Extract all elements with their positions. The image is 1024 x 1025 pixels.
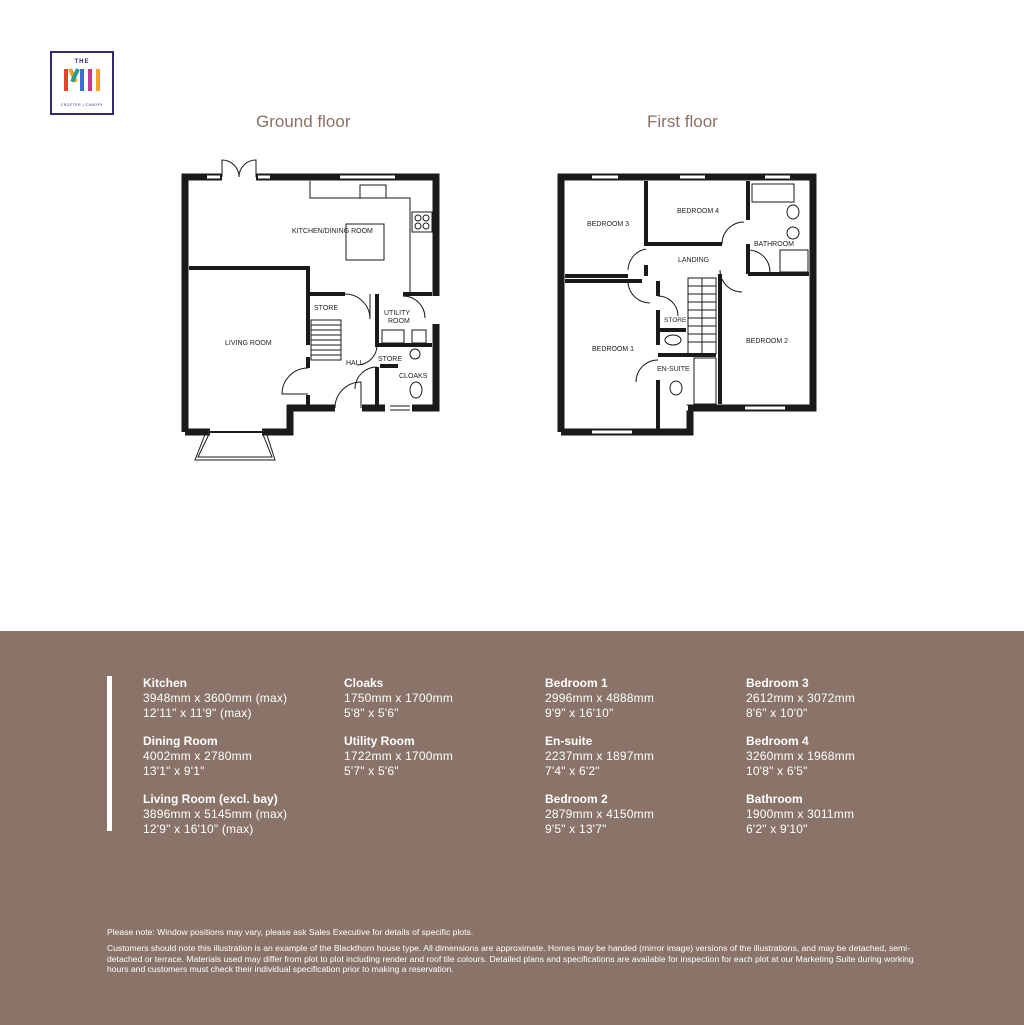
room-imperial: 13'1" x 9'1" [143,764,205,778]
room-name: Living Room (excl. bay) [143,792,278,806]
room-metric: 1722mm x 1700mm [344,749,454,763]
dimension-bedroom-3 [746,676,936,721]
room-metric: 1750mm x 1700mm [344,691,454,705]
room-name: Bedroom 1 [545,676,608,690]
dimension-bedroom-4 [746,734,936,779]
hall-label: HALL [346,360,364,367]
room-name: Kitchen [143,676,188,690]
room-imperial: 8'6" x 10'0" [746,706,808,720]
dimension-bathroom [746,792,936,837]
utility-label-line2: ROOM [388,318,410,325]
dimension-dining-room [143,734,333,779]
dimension-living-room [143,792,333,837]
room-imperial: 5'8" x 5'6" [344,706,399,720]
room-name: Cloaks [344,676,384,690]
room-imperial: 9'5" x 13'7" [545,822,607,836]
bedroom2-label: BEDROOM 2 [746,338,789,345]
ground-floor-title: Ground floor [256,112,351,131]
room-imperial: 7'4" x 6'2" [545,764,600,778]
room-name: En-suite [545,734,593,748]
room-metric: 2879mm x 4150mm [545,807,655,821]
room-imperial: 6'2" x 9'10" [746,822,808,836]
room-dimensions-panel [0,631,1024,1025]
ensuite-label: EN-SUITE [657,366,690,373]
kitchen-dining-label: KITCHEN/DINING ROOM [292,228,373,235]
first-store-label: STORE [664,317,687,324]
dimension-bedroom-2 [545,792,735,837]
room-metric: 3948mm x 3600mm (max) [143,691,288,705]
dimension-en-suite [545,734,735,779]
room-metric: 2996mm x 4888mm [545,691,655,705]
logo-top-text: THE [74,59,90,65]
bedroom1-label: BEDROOM 1 [592,346,635,353]
room-metric: 2237mm x 1897mm [545,749,655,763]
room-metric: 2612mm x 3072mm [746,691,856,705]
room-imperial: 12'11" x 11'9" (max) [143,706,252,720]
landing-label: LANDING [678,257,710,264]
room-name: Utility Room [344,734,415,748]
room-metric: 4002mm x 2780mm [143,749,253,763]
room-name: Bedroom 2 [545,792,608,806]
room-imperial: 12'9" x 16'10" (max) [143,822,254,836]
disclaimer-note: Customers should note this illustration is an example of the Blackthorn house type. All dimensions are approximate. Homes may be handed (mirror image) versions of the illustrations, and may be detached, semi-detached or terrace. Materials used may differ from plot to plot including render and roof tile colours. Detailed plans and specifications are available for inspection for each plot at our Marketing Suite during working hours and customers must check their individual specification prior to making a reservation. [107,943,914,974]
ground-floor-plan [185,160,436,460]
bathroom-label: BATHROOM [754,241,794,248]
room-metric: 3260mm x 1968mm [746,749,856,763]
dimension-kitchen [143,676,333,721]
dimension-cloaks [344,676,534,721]
panel-accent-bar [107,676,112,831]
room-name: Bathroom [746,792,803,806]
dimension-utility-room [344,734,534,779]
room-name: Bedroom 3 [746,676,809,690]
window-note: Please note: Window positions may vary, please ask Sales Executive for details of specific plots. [107,927,474,937]
ground-store-label: STORE [314,305,338,312]
first-floor-title: First floor [647,112,718,131]
room-imperial: 9'9" x 16'10" [545,706,614,720]
bedroom4-label: BEDROOM 4 [677,208,720,215]
room-metric: 1900mm x 3011mm [746,807,855,821]
room-metric: 3896mm x 5145mm (max) [143,807,288,821]
room-name: Dining Room [143,734,218,748]
first-floor-plan [561,175,813,434]
logo-tagline: CROFTER | CANOPY [60,103,104,107]
bedroom3-label: BEDROOM 3 [587,221,630,228]
dimension-bedroom-1 [545,676,735,721]
cloaks-label: CLOAKS [399,373,428,380]
store2-label: STORE [378,356,402,363]
room-imperial: 10'8" x 6'5" [746,764,808,778]
living-room-label: LIVING ROOM [225,340,272,347]
room-name: Bedroom 4 [746,734,809,748]
room-imperial: 5'7" x 5'6" [344,764,399,778]
utility-label-line1: UTILITY [384,310,411,317]
